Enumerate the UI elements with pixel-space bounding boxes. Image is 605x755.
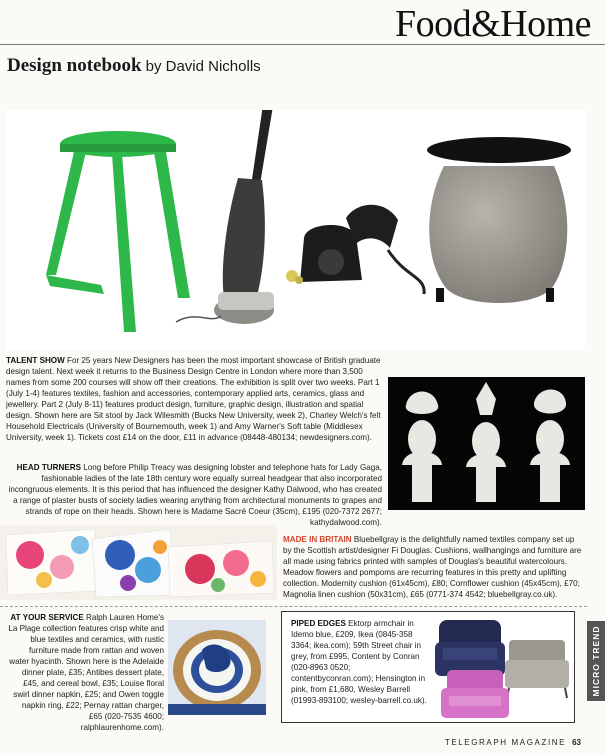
at-your-service-kicker: AT YOUR SERVICE: [10, 613, 84, 622]
floral-cushions-illustration: [0, 525, 277, 600]
tableware-photo: [168, 620, 266, 715]
piped-edges-body: Ektorp armchair in Idemo blue, £209, Ikea (0845-358 3364; ikea.com); 59th Street chair in grey, from £995, Content by Conran (020-8963 0520; contentbyconran.com); Hensington in pink, from £1,680, Wesley Barrell (01993-893100; wesley-barrell.co.uk).: [291, 619, 427, 705]
made-in-britain-kicker: MADE IN BRITAIN: [283, 535, 352, 544]
grey-armchair: [505, 640, 569, 698]
cornflower-cushion: [92, 529, 176, 597]
magnolia-cushion: [168, 541, 274, 597]
section-title: Design notebook: [7, 55, 142, 76]
head-turners-paragraph: [6, 462, 382, 528]
masthead-title: Food&Home: [394, 3, 591, 45]
made-in-britain-paragraph: [283, 534, 585, 600]
head-turners-body: Long before Philip Treacy was designing lobster and telephone hats for Lady Gaga, fashionable ladies of the late 18th century wore equally surreal headgear that also incorporated incongruous elements. It is this period that has influenced the designer Kathy Dalwood, who has created a range of plaster busts of society ladies wearing anything from architectural monuments to grapes and strands of rope on their heads. Shown here is Madame Sacré Coeur (35cm), £195 (020-7372 2677; kathydalwood.com).: [8, 463, 382, 527]
navy-armchair: [435, 620, 505, 676]
head-turners-kicker: HEAD TURNERS: [16, 463, 81, 472]
at-your-service-body: Ralph Lauren Home's La Plage collection features crisp white and blue textiles and ceramics, with rustic furniture made from rattan and woven water hyacinth. Shown here is the Adelaide dinner plate, £35; Antibes dessert plate, £45, and cereal bowl, £35; Louise floral swirl dinner napkin, £25; and Owen toggle napkin ring, £22; Pernay rattan charger, £65 (020-7535 4600; ralphlaurenhome.com).: [8, 613, 164, 732]
hero-illustration: [6, 110, 585, 350]
tableware-illustration: [168, 620, 266, 715]
modernity-cushion: [6, 529, 98, 595]
hero-photo: [6, 110, 585, 350]
header-rule: [0, 44, 605, 45]
micro-trend-label: MICRO TREND: [591, 625, 601, 697]
section-heading: [7, 55, 261, 77]
footer-magazine: TELEGRAPH MAGAZINE: [444, 738, 567, 747]
plaster-busts-illustration: [388, 377, 585, 510]
busts-photo: [388, 377, 585, 510]
talent-show-body: For 25 years New Designers has been the most important showcase of British graduate design talent. Next week it returns to the Business Design Centre in London where more than 3,500 names from some 200 courses will show off their creations. The exhibition is split over two weeks. Part 1 (July 1-4) features textiles, fashion and accessories, contemporary applied arts, ceramics, glass and jewellery. Part 2 (July 8-11) features product design, furniture, graphic design, illustration and spatial design. Shown here are Sit stool by Jack Wilesmith (Bucks New University, week 2), Charley Welch's felt Household Electricals (University of Bournemouth, week 1) and Amy Warner's Soft table (Middlesex University, week 1). Tickets cost £14 on the door, £11 in advance (08448-480134; newdesigners.com).: [6, 356, 381, 442]
armchairs-illustration: [429, 612, 575, 722]
byline: by David Nicholls: [145, 58, 261, 75]
section-divider: [0, 606, 587, 607]
page-footer: [445, 738, 581, 747]
piped-edges-paragraph: [291, 618, 427, 706]
talent-show-kicker: TALENT SHOW: [6, 356, 65, 365]
piped-edges-box: [281, 611, 575, 723]
piped-edges-kicker: PIPED EDGES: [291, 619, 346, 628]
made-in-britain-body: Bluebellgray is the delightfully named textiles company set up by the Scottish artist/designer Fi Douglas. Cushions, wallhangings and furniture are all made using fabrics printed with samples of Douglas's beautiful watercolours. Meadow flowers and pompoms are recurring features in this pretty and uplifting collection. Modernity cushion (61x45cm), £80; Cornflower cushion (45x45cm), £70; Magnolia linen cushion (50x31cm), £65 (0771-374 4542; bluebellgray.co.uk).: [283, 535, 582, 599]
pink-armchair: [441, 670, 509, 718]
cushions-photo: [0, 525, 277, 600]
micro-trend-tab: [587, 621, 605, 701]
at-your-service-paragraph: [8, 612, 164, 733]
talent-show-paragraph: [6, 355, 382, 443]
page-number: 63: [572, 738, 581, 747]
